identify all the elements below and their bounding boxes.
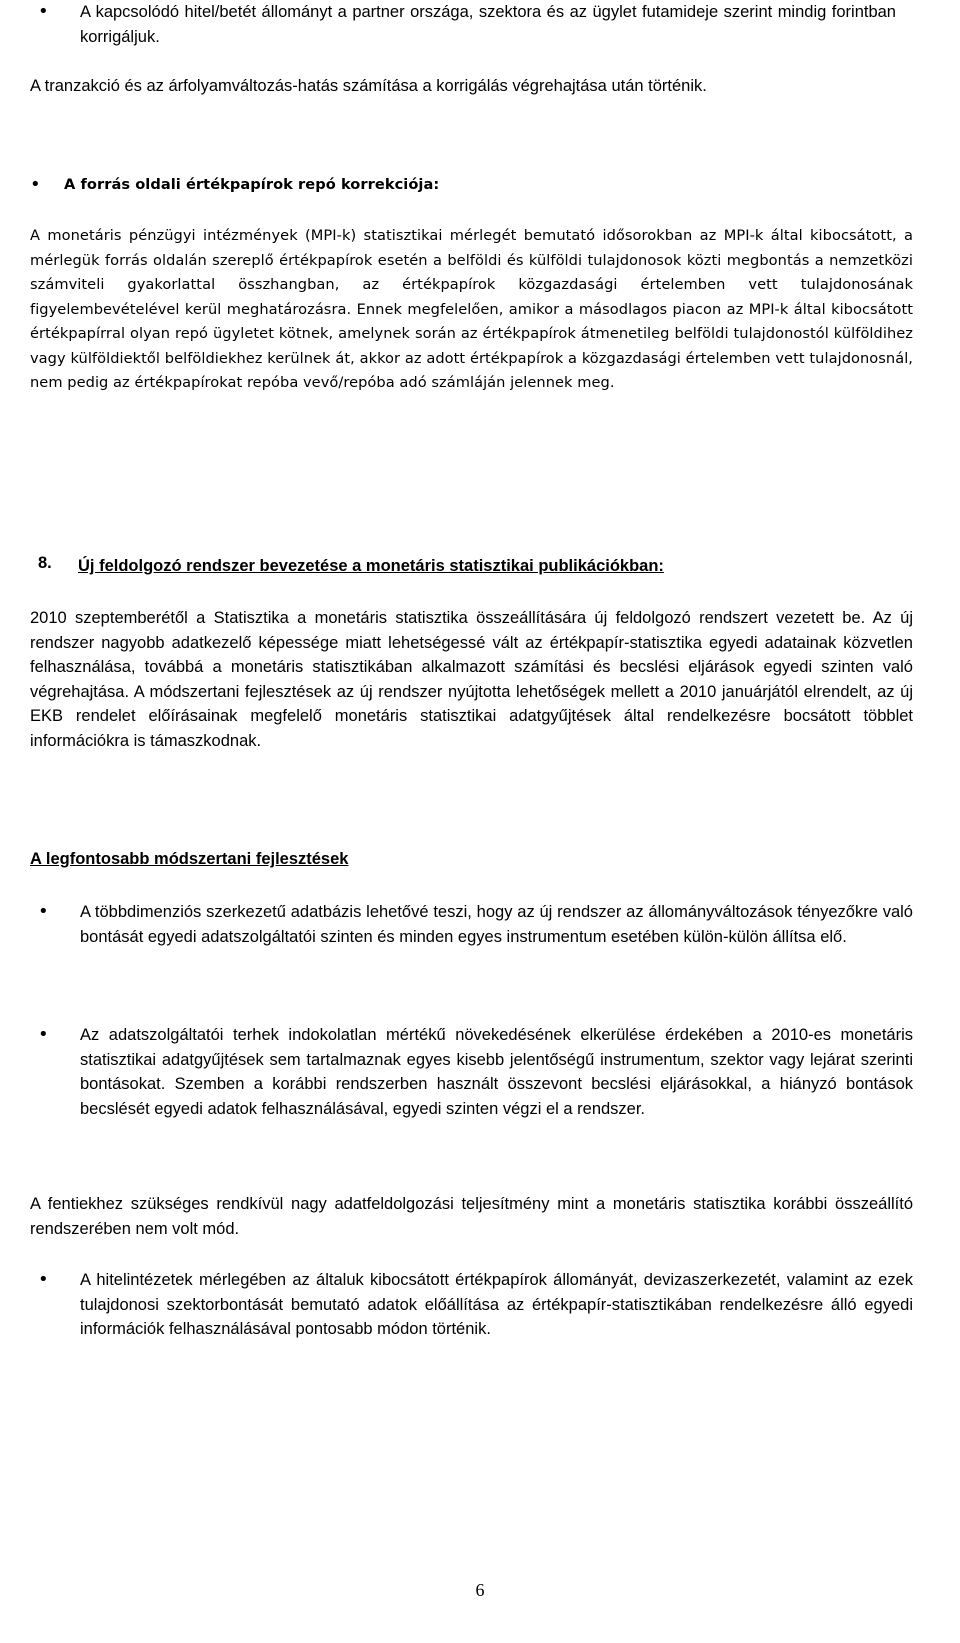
- methodology-bullet-1: A többdimenziós szerkezetű adatbázis lehetővé teszi, hogy az új rendszer az állományváltozások tényezőkre való bontását egyedi adatszolgáltatói szinten és minden egyes instrumentum esetében külön-külön állítsa elő.: [80, 903, 913, 946]
- tranzakcio-note: A tranzakció és az árfolyamváltozás-hatás számítása a korrigálás végrehajtása után történik.: [30, 77, 707, 95]
- repo-heading: A forrás oldali értékpapírok repó korrekciója:: [64, 176, 440, 193]
- repo-paragraph-cont: Ennek megfelelően, amikor a másodlagos piacon az MPI-k által kibocsátott értékpapírral olyan repó ügyletet kötnek, amelynek során az értékpapírok átmenetileg belföldi tulajdonostól külföldihez vagy külföldiektől belföldiekhez kerülnek át, akkor az adott értékpapírok a közgazdasági értelemben vett tulajdonosnál, nem pedig az értékpapírokat repóba vevő/repóba adó számláján jelennek meg.: [30, 300, 913, 391]
- section8-paragraph: 2010 szeptemberétől a Statisztika a monetáris statisztika összeállítására új feldolgozó rendszert vezetett be. Az új rendszer nagyobb adatkezelő képessége miatt lehetségessé vált az értékpapír-statisztika egyedi adatainak közvetlen felhasználása, továbbá a monetáris statisztikában alkalmazott számítási és becslési eljárások egyedi szinten való végrehajtása. A módszertani fejlesztések az új rendszer nyújtotta lehetőségek mellett a 2010 januárjától elrendelt, az új EKB rendelet előírásainak megfelelő monetáris statisztikai adatgyűjtések által rendelkezésre bocsátott többlet információkra is támaszkodnak.: [30, 609, 913, 750]
- bullet-icon: •: [30, 174, 41, 195]
- section-number: 8.: [38, 554, 52, 572]
- bullet-icon: •: [38, 1024, 49, 1045]
- repo-paragraph-main: A monetáris pénzügyi intézmények (MPI-k) statisztikai mérlegét bemutató idősorokban az MPI-k által kibocsátott, a mérlegük forrás oldalán szereplő értékpapírok esetén a belföldi és külföldi tulajdonosok közti megbontás a nemzetközi számviteli gyakorlattal összhangban, az értékpapírok közgazdasági értelemben vett tulajdonosának figyelembevételével kerül meghatározásra.: [30, 227, 913, 318]
- last-bullet-text: A hitelintézetek mérlegében az általuk kibocsátott értékpapírok állományát, devizaszerkezetét, valamint az ezek tulajdonosi szektorbontását bemutató adatok előállítása az értékpapír-statisztikában rendelkezésre álló egyedi információk felhasználásával pontosabb módon történik.: [80, 1271, 913, 1338]
- repo-paragraph: [30, 224, 913, 396]
- bullet-icon: •: [38, 901, 49, 922]
- bullet-icon: •: [38, 1269, 49, 1290]
- methodology-bullet-2: Az adatszolgáltatói terhek indokolatlan mértékű növekedésének elkerülése érdekében a 2010-es monetáris statisztikai adatgyűjtések sem tartalmaznak egyes kisebb jelentőségű instrumentum, szektor vagy lejárat szerinti bontásokat. Szemben a korábbi rendszerben használt összevont becslési eljárásokkal, a hiányzó bontások becslését egyedi adatok felhasználásával, egyedi szinten végzi el a rendszer.: [80, 1026, 913, 1118]
- bullet-icon: •: [38, 1, 49, 22]
- top-bullet-text: A kapcsolódó hitel/betét állományt a partner országa, szektora és az ügylet futamideje szerint mindig forintban korrigáljuk.: [80, 3, 896, 46]
- methodology-paragraph: A fentiekhez szükséges rendkívül nagy adatfeldolgozási teljesítmény mint a monetáris statisztika korábbi összeállító rendszerében nem volt mód.: [30, 1195, 913, 1238]
- section-title: Új feldolgozó rendszer bevezetése a monetáris statisztikai publikációkban:: [78, 557, 664, 575]
- page-number: 6: [475, 1580, 485, 1600]
- methodology-heading: A legfontosabb módszertani fejlesztések: [30, 850, 349, 868]
